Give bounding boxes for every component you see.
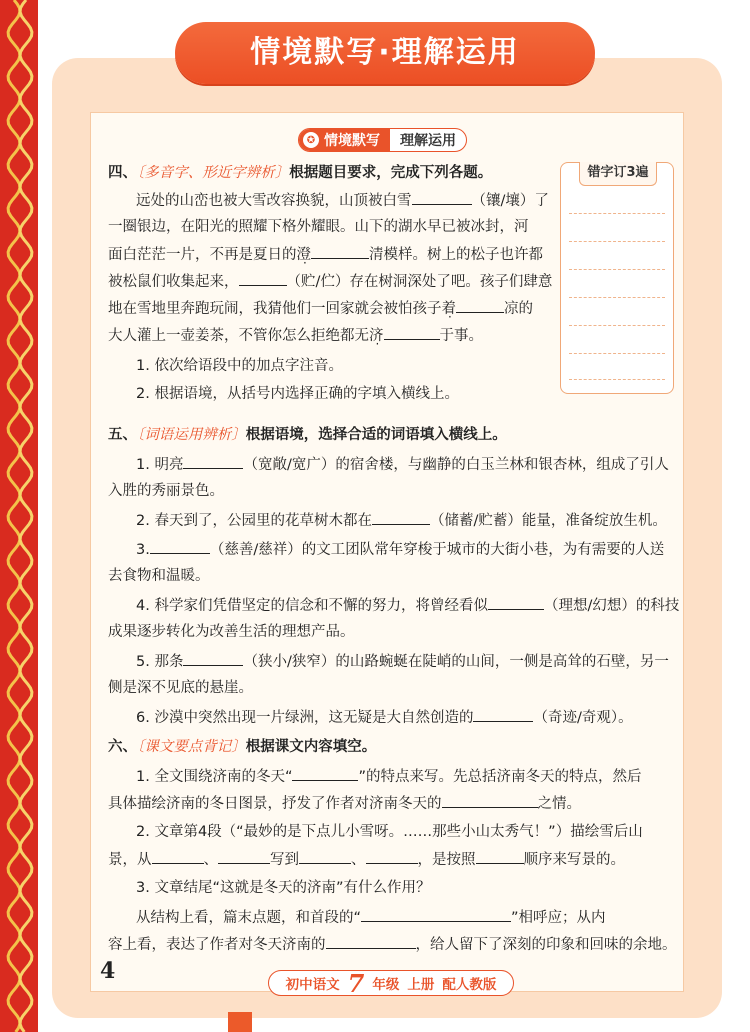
question-item-cont: 景，从 、 写到 、 ，是按照 顺序来写景的。 xyxy=(108,846,625,874)
bottom-bookmark-tab xyxy=(228,1012,252,1032)
grade-label: 年级 xyxy=(372,977,400,993)
writing-line xyxy=(569,325,665,326)
answer-text: 从结构上看，篇末点题，和首段的“ ”相呼应；从内 xyxy=(136,904,606,932)
answer-blank[interactable] xyxy=(361,904,511,922)
answer-blank[interactable] xyxy=(311,241,369,259)
page-banner-title: 情境默写·理解运用 xyxy=(175,22,595,84)
section-6-tag: 〔课文要点背记〕 xyxy=(137,739,246,755)
writing-line xyxy=(569,353,665,354)
book-info-badge xyxy=(268,970,514,996)
question-item-cont: 具体描绘济南的冬日图景，抒发了作者对济南冬天的 之情。 xyxy=(108,790,581,818)
answer-blank[interactable] xyxy=(412,187,472,205)
writing-line xyxy=(569,269,665,270)
section-tabs xyxy=(298,128,467,152)
tab-dictation[interactable] xyxy=(299,129,390,151)
question-item: 2. 根据语境，从括号内选择正确的字填入横线上。 xyxy=(136,386,459,402)
answer-blank[interactable] xyxy=(366,846,418,864)
question-item: 1. 明亮 （宽敞/宽广）的宿舍楼，与幽静的白玉兰林和银杏林，组成了引人 xyxy=(136,451,669,479)
section-5-heading: 五、〔词语运用辨析〕根据语境，选择合适的词语填入横线上。 xyxy=(108,427,507,443)
writing-line xyxy=(569,379,665,380)
answer-blank[interactable] xyxy=(183,648,243,666)
answer-blank[interactable] xyxy=(239,268,287,286)
tab-dictation-label: 情境默写 xyxy=(324,133,380,149)
answer-blank[interactable] xyxy=(218,846,270,864)
answer-blank[interactable] xyxy=(326,931,416,949)
answer-blank[interactable] xyxy=(473,704,533,722)
page-number: 4 xyxy=(100,958,116,984)
answer-blank[interactable] xyxy=(456,295,504,313)
section-4-heading: 四、〔多音字、形近字辨析〕根据题目要求，完成下列各题。 xyxy=(108,165,493,181)
term-label: 上册 xyxy=(407,977,435,993)
passage-line: 大人灌上一壶姜茶，不管你怎么拒绝都无济 于事。 xyxy=(108,322,483,350)
section-5-tag: 〔词语运用辨析〕 xyxy=(137,427,246,443)
answer-blank[interactable] xyxy=(299,846,351,864)
question-item: 5. 那条 （狭小/狭窄）的山路蜿蜒在陡峭的山间，一侧是高耸的石壁，另一 xyxy=(136,648,669,676)
question-item-cont: 入胜的秀丽景色。 xyxy=(108,483,224,499)
answer-blank[interactable] xyxy=(292,763,358,781)
answer-blank[interactable] xyxy=(442,790,538,808)
passage-line: 地在雪地里奔跑玩闹，我猜他们一回家就会被怕孩子着 凉的 xyxy=(108,295,533,323)
answer-blank[interactable] xyxy=(183,451,243,469)
section-6-heading: 六、〔课文要点背记〕根据课文内容填空。 xyxy=(108,739,377,755)
passage-line: 一圈银边，在阳光的照耀下格外耀眼。山下的湖水早已被冰封，河 xyxy=(108,219,529,235)
question-item-cont: 去食物和温暖。 xyxy=(108,568,210,584)
section-4-tag: 〔多音字、形近字辨析〕 xyxy=(137,165,290,181)
answer-blank[interactable] xyxy=(476,846,524,864)
error-box-title: 错字订3遍 xyxy=(579,162,657,186)
answer-text: 容上看，表达了作者对冬天济南的 ，给人留下了深刻的印象和回味的余地。 xyxy=(108,931,677,959)
question-item: 4. 科学家们凭借坚定的信念和不懈的努力，将曾经看似 （理想/幻想）的科技 xyxy=(136,592,679,620)
tab-comprehension[interactable]: 理解运用 xyxy=(400,133,456,149)
question-item: 1. 全文围绕济南的冬天“ ”的特点来写。先总括济南冬天的特点，然后 xyxy=(136,763,641,791)
answer-blank[interactable] xyxy=(152,846,204,864)
answer-blank[interactable] xyxy=(150,536,210,554)
grade-number: 7 xyxy=(347,968,365,998)
question-item: 3. 文章结尾“这就是冬天的济南”有什么作用？ xyxy=(136,880,431,896)
question-item: 6. 沙漠中突然出现一片绿洲，这无疑是大自然创造的 （奇迹/奇观）。 xyxy=(136,704,633,732)
answer-blank[interactable] xyxy=(488,592,544,610)
answer-blank[interactable] xyxy=(384,322,440,340)
writing-line xyxy=(569,297,665,298)
answer-blank[interactable] xyxy=(372,507,430,525)
passage-line: 远处的山峦也被大雪改容换貌，山顶被白雪 （镶/壤）了 xyxy=(136,187,549,215)
passage-line: 被松鼠们收集起来， （贮/伫）存在树洞深处了吧。孩子们肆意 xyxy=(108,268,552,296)
passage-line: 面白茫茫一片，不再是夏日的澄 清模样。树上的松子也许都 xyxy=(108,241,543,269)
question-item: 1. 依次给语段中的加点字注音。 xyxy=(136,358,343,374)
decorative-side-strip xyxy=(0,0,38,1032)
question-item: 3. （慈善/慈祥）的文工团队常年穿梭于城市的大街小巷，为有需要的人送 xyxy=(136,536,664,564)
writing-line xyxy=(569,213,665,214)
writing-line xyxy=(569,241,665,242)
question-item-cont: 侧是深不见底的悬崖。 xyxy=(108,680,253,696)
question-item-cont: 成果逐步转化为改善生活的理想产品。 xyxy=(108,624,355,640)
question-item: 2. 文章第4段（“最妙的是下点儿小雪呀。……那些小山太秀气！”）描绘雪后山 xyxy=(136,824,643,840)
subject-label: 初中语文 xyxy=(285,977,340,993)
question-item: 2. 春天到了，公园里的花草树木都在 （储蓄/贮蓄）能量，准备绽放生机。 xyxy=(136,507,667,535)
error-correction-box xyxy=(560,162,674,394)
edition-label: 配人教版 xyxy=(442,977,497,993)
medal-icon: ✪ xyxy=(303,132,319,148)
